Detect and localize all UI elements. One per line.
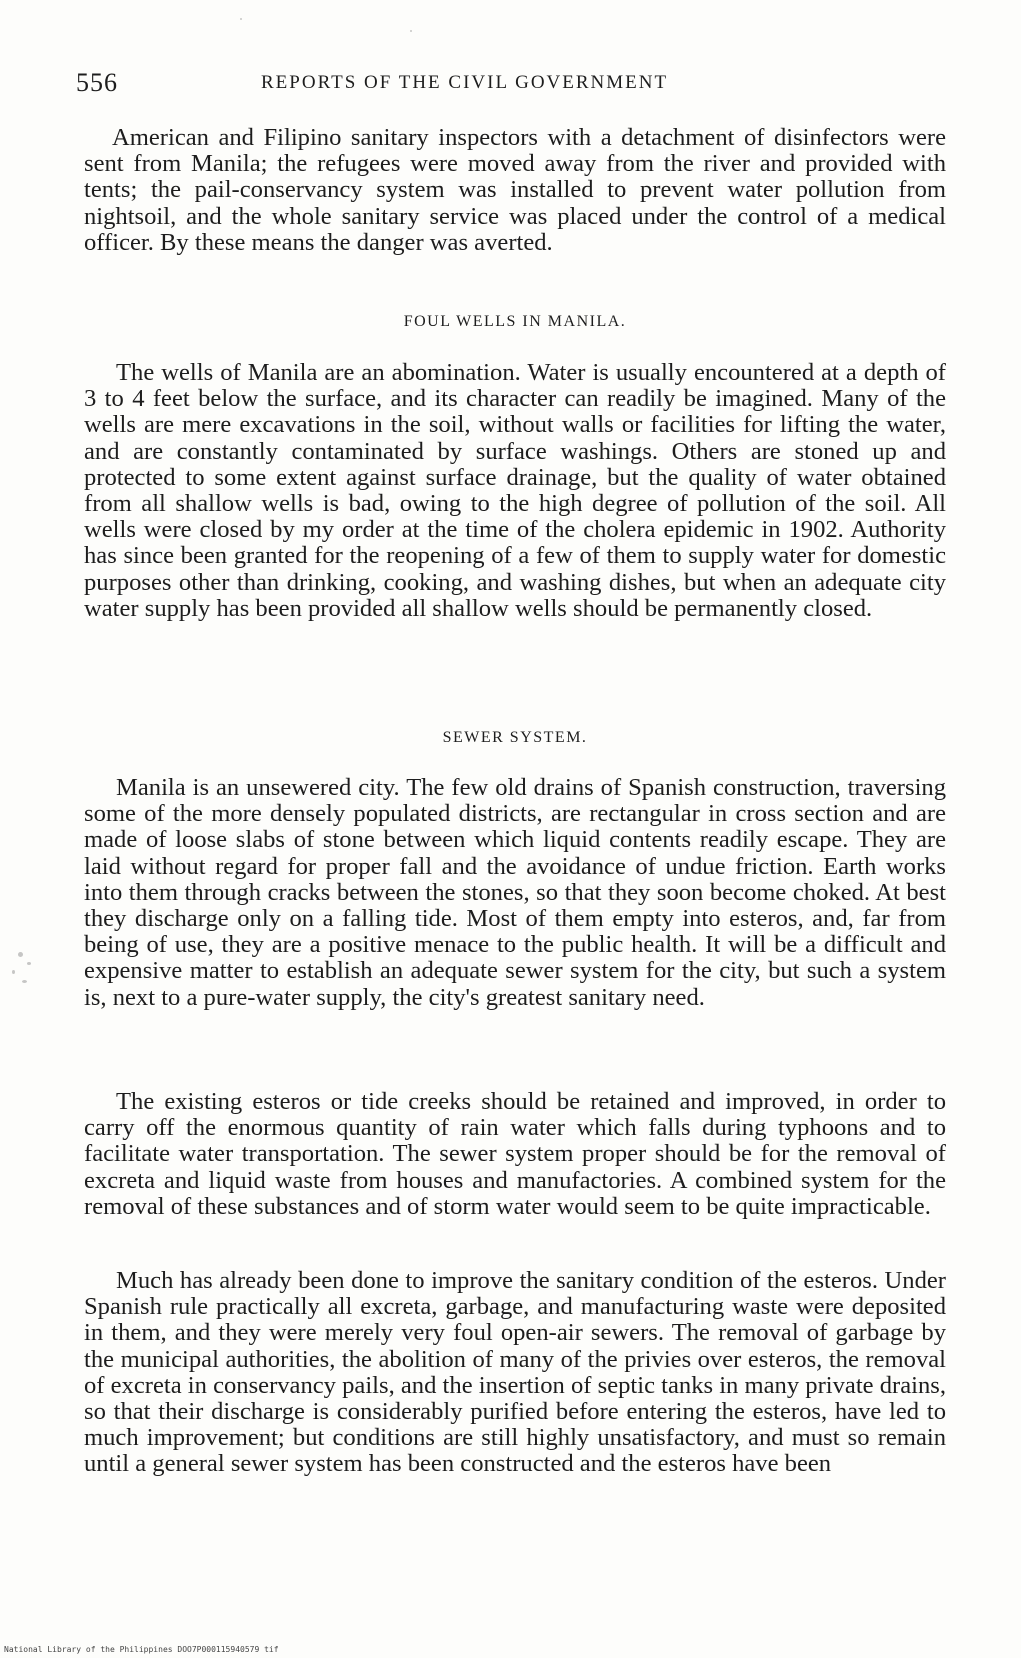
paragraph-text: The wells of Manila are an abomination. Water is usually encountered at a depth of 3 to 4 feet below the surface, and its character can readily be imagined. Many of the wells are mere excavations in the soil, without walls or facilities for lifting the water, and are constantly contaminated by surface washings. Others are stoned up and protected to some extent against surface drainage, but the quality of water obtained from all shallow wells is bad, owing to the high degree of pollution of the soil. All wells were closed by my order at the time of the cholera epidemic in 1902. Authority has since been granted for the reopening of a few of them to supply water for domestic purposes other than drinking, cooking, and washing dishes, but when an adequate city water supply has been provided all shallow wells should be permanently closed.: [84, 359, 946, 622]
paragraph-refugees: [84, 125, 946, 256]
paragraph-esteros-condition: [84, 1268, 946, 1478]
page-header: [76, 68, 956, 108]
scan-speck: [27, 962, 31, 965]
scan-speck: [240, 18, 242, 20]
page-number: 556: [76, 68, 118, 97]
scan-speck: [22, 980, 27, 983]
paragraph-wells: [84, 360, 946, 622]
paragraph-unsewered-city: [84, 775, 946, 1011]
paragraph-text: The existing esteros or tide creeks should be retained and improved, in order to carry off the enormous quantity of rain water which falls during typhoons and to facilitate water transportation. The sewer system proper should be for the removal of excreta and liquid waste from houses and manufactories. A combined system for the removal of these substances and of storm water would seem to be quite impracticable.: [84, 1088, 946, 1220]
scan-footer: National Library of the Philippines DOO7P000115940579 tif: [4, 1645, 279, 1654]
section-heading-foul-wells: FOUL WELLS IN MANILA.: [403, 313, 627, 330]
scan-speck: [18, 952, 23, 957]
paragraph-text: Manila is an unsewered city. The few old drains of Spanish construction, traversing some of the more densely populated districts, are rectangular in cross section and are made of loose slabs of stone between which liquid contents readily escape. They are laid without regard for proper fall and the avoidance of undue friction. Earth works into them through cracks between the stones, so that they soon become choked. At best they discharge only on a falling tide. Most of them empty into esteros, and, far from being of use, they are a positive menace to the public health. It will be a difficult and expensive matter to establish an adequate sewer system for the city, but such a system is, next to a pure-water supply, the city's greatest sanitary need.: [84, 774, 946, 1011]
paragraph-text: Much has already been done to improve the sanitary condition of the esteros. Under Spanish rule practically all excreta, garbage, and manufacturing waste were deposited in them, and they were merely very foul open-air sewers. The removal of garbage by the municipal authorities, the abolition of many of the privies over esteros, the removal of excreta in conservancy pails, and the insertion of septic tanks in many private drains, so that their discharge is considerably purified before entering the esteros, have led to much improvement; but conditions are still highly unsatisfactory, and must so remain until a general sewer system has been constructed and the esteros have been: [84, 1267, 946, 1478]
paragraph-esteros-retained: [84, 1089, 946, 1220]
scan-speck: [410, 30, 412, 32]
section-heading-sewer-system: SEWER SYSTEM.: [442, 729, 588, 746]
scan-speck: [12, 970, 15, 974]
running-head: REPORTS OF THE CIVIL GOVERNMENT: [261, 72, 669, 93]
paragraph-text: American and Filipino sanitary inspectors with a detachment of disinfectors were sent from Manila; the refugees were moved away from the river and provided with tents; the pail-conservancy system was installed to prevent water pollution from nightsoil, and the whole sanitary service was placed under the control of a medical officer. By these means the danger was averted.: [84, 124, 946, 256]
